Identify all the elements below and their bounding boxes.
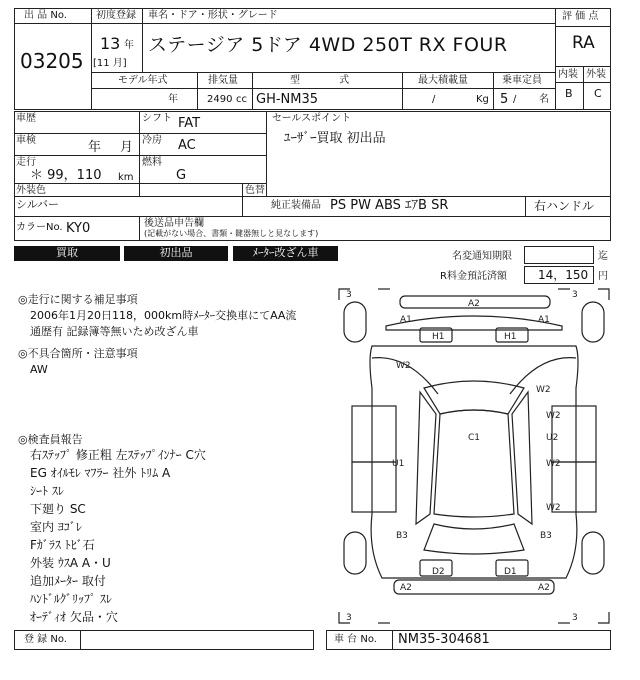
tag-purchase: 買取 [14, 246, 120, 261]
corner-bracket [598, 289, 609, 300]
divider [493, 72, 494, 110]
mark-a2-bottom-right: A2 [538, 583, 550, 593]
inspector-line: 下廻り SC [30, 502, 86, 516]
inspector-line: ｼｰﾄ ｽﾚ [30, 484, 64, 498]
color-change-label: 色替 [245, 185, 265, 196]
ext-color: シルバー [16, 198, 59, 211]
roof-outline [434, 410, 514, 517]
divider [14, 216, 611, 217]
divider [14, 23, 91, 24]
mileage-value: ＊ 99，110 [30, 168, 102, 183]
mark-w2-right-upper: W2 [536, 385, 551, 395]
corner-bracket [598, 612, 609, 623]
mileage-unit: km [118, 172, 134, 183]
windshield-outline [424, 381, 524, 414]
mark-w2-right-3: W2 [546, 503, 561, 513]
mark-h1-left: H1 [432, 332, 445, 342]
inspector-line: 右ｽﾃｯﾌﾟ 修正粗 左ｽﾃｯﾌﾟｲﾝﾅｰ C穴 [30, 448, 206, 462]
car-name-label: 車名・ドア・形状・グレード [148, 10, 278, 21]
mark-d2: D2 [432, 567, 445, 577]
reg-no-label: 登 録 No. [24, 634, 67, 645]
divider [14, 183, 266, 184]
first-reg-label: 初度登録 [96, 10, 136, 21]
max-load-sep: / [432, 94, 436, 105]
fuel-label: 燃料 [142, 157, 162, 168]
inspector-line: ﾊﾝﾄﾞﾙｸﾞﾘｯﾌﾟ ｽﾚ [30, 592, 112, 606]
interior-label: 内装 [558, 69, 578, 80]
fuel-value: G [176, 168, 187, 183]
first-reg-year-unit: 年 [124, 40, 134, 51]
rear-window-outline [424, 524, 524, 554]
inspection-year: 年 [88, 140, 102, 155]
corner-label-tl: 3 [346, 290, 352, 300]
divider [555, 8, 556, 110]
wheel-front-right [582, 302, 604, 342]
divider [242, 183, 243, 216]
rating: RA [572, 33, 595, 53]
recycle-amount: 14，150 [538, 268, 589, 282]
model-type: GH-NM35 [256, 92, 319, 107]
shift-value: FAT [178, 116, 201, 131]
displacement-label: 排気量 [208, 75, 238, 86]
inspector-line: EG ｵｲﾙﾓﾚ ﾏﾌﾗｰ 社外 ﾄﾘﾑ A [30, 466, 171, 480]
capacity-label: 乗車定員 [502, 75, 542, 86]
inspector-line: ｵｰﾃﾞｨｵ 欠品・穴 [30, 610, 118, 624]
sales-point: ﾕｰｻﾞｰ買取 初出品 [284, 131, 386, 146]
divider [555, 26, 611, 27]
tag-first-listing: 初出品 [124, 246, 228, 261]
bonnet-outline [386, 316, 562, 330]
equipment: PS PW ABS ｴｱB SR [330, 198, 449, 213]
lot-label: 出 品 No. [24, 10, 67, 21]
lot-number: 03205 [20, 49, 84, 73]
interior-grade: B [565, 87, 573, 100]
corner-label-bl: 3 [346, 613, 352, 623]
divider [80, 630, 81, 650]
wheel-rear-left [344, 532, 366, 574]
side-window-right [512, 392, 532, 524]
rear-bumper-outline [394, 580, 554, 594]
chassis-label: 車 台 No. [334, 634, 377, 645]
mark-u2: U2 [546, 433, 559, 443]
recycle-label: R料金預託済額 [440, 271, 507, 282]
mark-b3-left: B3 [396, 531, 408, 541]
inspection-label: 車検 [16, 135, 36, 146]
mark-u1: U1 [392, 459, 405, 469]
mark-w2-right-2: W2 [546, 459, 561, 469]
divider [14, 155, 266, 156]
type-label: 型 式 [290, 75, 368, 86]
mark-d1: D1 [504, 567, 517, 577]
color-no-label: カラーNo. [16, 222, 63, 233]
divider [139, 216, 140, 241]
first-reg-month: [11 月] [93, 58, 127, 69]
first-reg-year: 13 [100, 34, 121, 53]
mark-a1-left: A1 [400, 315, 412, 325]
side-window-left [416, 392, 436, 524]
mark-w2-right-1: W2 [546, 411, 561, 421]
ext-color-label: 外装色 [16, 185, 46, 196]
capacity-unit: 名 [539, 94, 549, 105]
mark-a2-top: A2 [468, 299, 480, 309]
door-front-left [352, 406, 396, 462]
divider [91, 23, 555, 24]
tag-odometer-tampered: ﾒｰﾀｰ改ざん車 [233, 246, 338, 261]
history-label: 車歴 [16, 113, 36, 124]
model-year-unit: 年 [168, 94, 178, 105]
car-damage-diagram [338, 288, 610, 624]
mark-c1: C1 [468, 433, 481, 443]
mark-b3-right: B3 [540, 531, 552, 541]
divider [266, 111, 267, 196]
mileage-label: 走行 [16, 157, 36, 168]
cooler-value: AC [178, 138, 196, 153]
max-load-unit: Kg [476, 94, 489, 105]
divider [583, 66, 584, 110]
divider [525, 196, 526, 216]
mark-a1-right: A1 [538, 315, 550, 325]
post-sale-note: (記載がない場合、書類・鍵器無しと見なします) [144, 229, 319, 238]
divider [252, 72, 253, 110]
inspector-line: 外装 ｳｽA A・U [30, 556, 111, 570]
divider [91, 88, 555, 89]
displacement-unit: cc [236, 94, 247, 105]
wheel-front-left [344, 302, 366, 342]
model-year-label: モデル年式 [118, 75, 168, 86]
inspector-title: ◎検査員報告 [18, 433, 83, 446]
displacement: 2490 [207, 94, 233, 105]
divider [402, 72, 403, 110]
defects-line: AW [30, 363, 48, 376]
supplement-title: ◎走行に関する補足事項 [18, 293, 138, 306]
inspector-line: 追加ﾒｰﾀｰ 取付 [30, 574, 106, 588]
inspector-line: Fｶﾞﾗｽ ﾄﾋﾞ石 [30, 538, 95, 552]
door-rear-left [352, 462, 396, 512]
capacity: 5 [500, 92, 509, 107]
divider [14, 133, 266, 134]
color-no: KY0 [66, 221, 91, 236]
exterior-grade: C [594, 87, 602, 100]
cooler-label: 冷房 [142, 135, 162, 146]
equipment-label: 純正装備品 [271, 200, 321, 211]
recycle-unit: 円 [598, 271, 608, 282]
name-change-suffix: 迄 [598, 251, 608, 262]
supplement-line: 通歴有 記録簿等無いため改ざん車 [30, 325, 199, 338]
name-change-label: 名変通知期限 [452, 251, 512, 262]
chassis-number: NM35-304681 [398, 632, 490, 647]
name-change-box [524, 246, 594, 264]
corner-label-br: 3 [572, 613, 578, 623]
post-sale-label: 後送品申告欄 [144, 218, 204, 229]
mark-w2-left-upper: W2 [396, 361, 411, 371]
car-name: ステージア 5ドア 4WD 250T RX FOUR [148, 34, 508, 56]
rating-label: 評 価 点 [562, 11, 599, 22]
wheel-rear-right [582, 532, 604, 574]
inspection-month: 月 [120, 140, 134, 155]
inspector-line: 室内 ﾖｺﾞﾚ [30, 520, 82, 534]
corner-label-tr: 3 [572, 290, 578, 300]
divider [142, 8, 143, 72]
max-load-label: 最大積載量 [418, 75, 468, 86]
defects-title: ◎不具合箇所・注意事項 [18, 347, 138, 360]
mark-h1-right: H1 [504, 332, 517, 342]
capacity-sep: / [513, 94, 517, 105]
shift-label: シフト [142, 113, 172, 124]
divider [197, 72, 198, 110]
supplement-line: 2006年1月20日118，000km時ﾒｰﾀｰ交換車にてAA流 [30, 309, 297, 322]
handle-side: 右ハンドル [534, 199, 595, 213]
divider [14, 196, 611, 197]
divider [392, 630, 393, 650]
sales-point-label: セールスポイント [272, 113, 352, 124]
exterior-label: 外装 [586, 69, 606, 80]
divider [91, 72, 555, 73]
mark-a2-bottom-left: A2 [400, 583, 412, 593]
